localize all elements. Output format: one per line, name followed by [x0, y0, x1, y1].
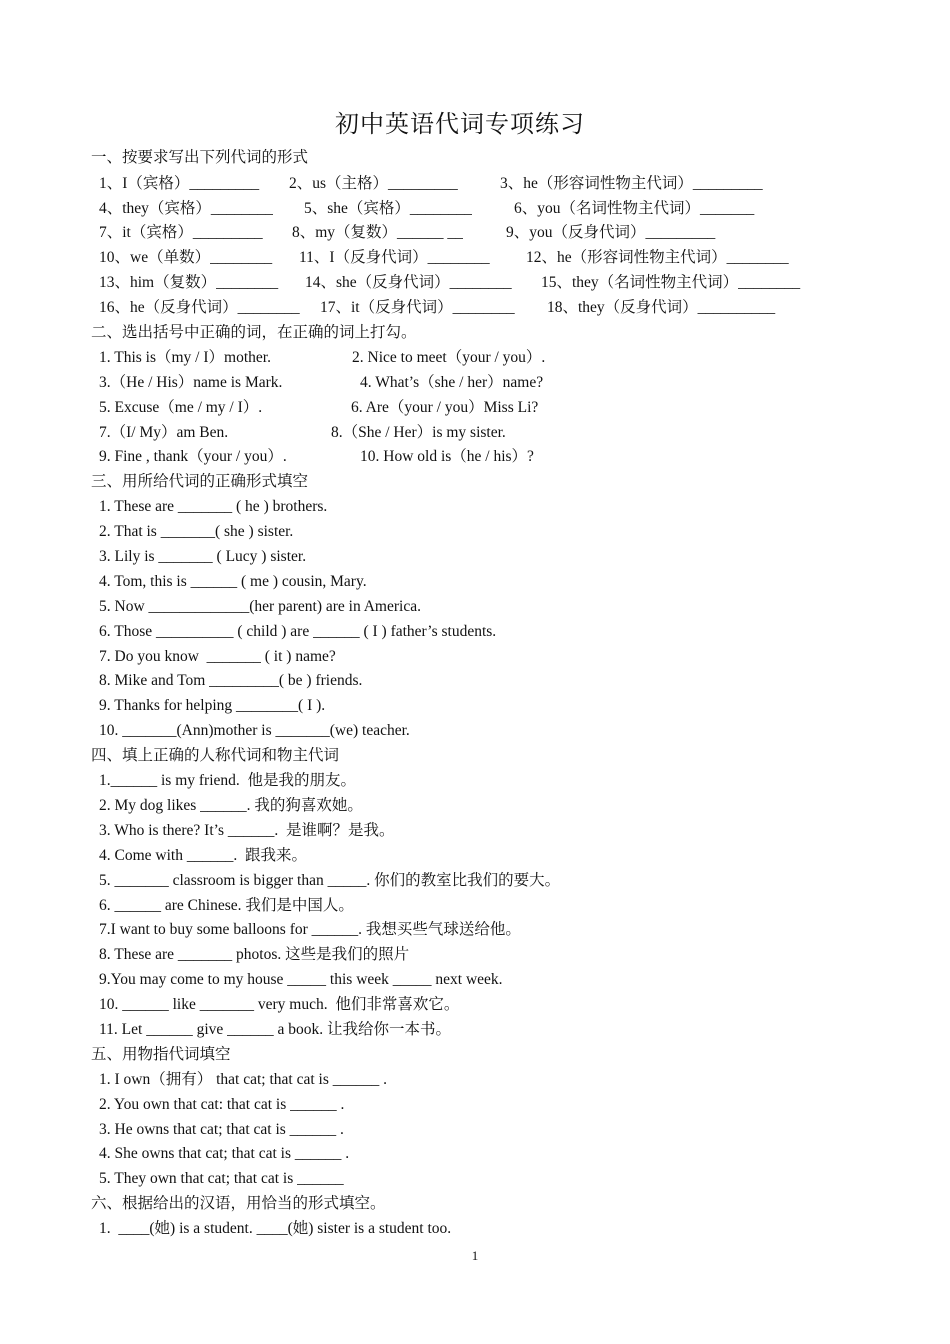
s1-row2-col1: 4、they（宾格）________ — [99, 200, 273, 217]
s1-row4-col3: 12、he（形容词性物主代词）________ — [526, 249, 789, 266]
section-4-heading: 四、填上正确的人称代词和物主代词 — [91, 747, 340, 764]
s1-row5-col2: 14、she（反身代词）________ — [305, 274, 512, 291]
s3-item: 1. These are _______ ( he ) brothers. — [99, 498, 328, 515]
s3-item: 6. Those __________ ( child ) are ______ ( I ) father’s students. — [99, 623, 497, 640]
s1-row3-col2: 8、my（复数）______ __ — [292, 224, 463, 241]
s5-item: 1. I own（拥有） that cat; that cat is ______ . — [99, 1071, 387, 1088]
s4-item: 4. Come with ______. 跟我来。 — [99, 847, 307, 864]
section-6-heading: 六、根据给出的汉语，用恰当的形式填空。 — [91, 1195, 386, 1212]
s3-item: 5. Now _____________(her parent) are in America. — [99, 598, 421, 615]
section-1-heading: 一、按要求写出下列代词的形式 — [91, 149, 309, 166]
s2-item-1: 1. This is（my / I）mother. — [99, 349, 271, 366]
s1-row3-col3: 9、you（反身代词）_________ — [506, 224, 716, 241]
s1-row2-col3: 6、you（名词性物主代词）_______ — [514, 200, 755, 217]
s3-item: 3. Lily is _______ ( Lucy ) sister. — [99, 548, 307, 565]
s1-row1-col2: 2、us（主格）_________ — [289, 175, 458, 192]
s2-item-7: 7.（I/ My）am Ben. — [99, 424, 229, 441]
s4-item: 1.______ is my friend. 他是我的朋友。 — [99, 772, 357, 789]
s4-item: 8. These are _______ photos. 这些是我们的照片 — [99, 946, 410, 963]
s3-item: 7. Do you know _______ ( it ) name? — [99, 648, 336, 665]
s2-item-10: 10. How old is（he / his）? — [360, 448, 534, 465]
s3-item: 4. Tom, this is ______ ( me ) cousin, Mary. — [99, 573, 367, 590]
page-title: 初中英语代词专项练习 — [335, 112, 585, 138]
s2-item-6: 6. Are（your / you）Miss Li? — [351, 399, 539, 416]
s1-row1-col1: 1、I（宾格）_________ — [99, 175, 260, 192]
s1-row1-col3: 3、he（形容词性物主代词）_________ — [500, 175, 763, 192]
s2-item-8: 8.（She / Her）is my sister. — [331, 424, 506, 441]
s4-item: 11. Let ______ give ______ a book. 让我给你一本书。 — [99, 1021, 452, 1038]
s3-item: 9. Thanks for helping ________( I ). — [99, 697, 326, 714]
s2-item-5: 5. Excuse（me / my / I）. — [99, 399, 263, 416]
s1-row6-col3: 18、they（反身代词）__________ — [547, 299, 776, 316]
s3-item: 10. _______(Ann)mother is _______(we) teacher. — [99, 722, 410, 739]
s3-item: 8. Mike and Tom _________( be ) friends. — [99, 672, 363, 689]
s2-item-2: 2. Nice to meet（your / you）. — [352, 349, 546, 366]
s1-row3-col1: 7、it（宾格）_________ — [99, 224, 263, 241]
s2-item-4: 4. What’s（she / her）name? — [360, 374, 544, 391]
s4-item: 2. My dog likes ______. 我的狗喜欢她。 — [99, 797, 363, 814]
s6-item: 1. ____(她) is a student. ____(她) sister is a student too. — [99, 1220, 452, 1237]
s1-row5-col1: 13、him（复数）________ — [99, 274, 279, 291]
s2-item-3: 3.（He / His）name is Mark. — [99, 374, 283, 391]
s1-row4-col2: 11、I（反身代词）________ — [299, 249, 490, 266]
section-5-heading: 五、用物指代词填空 — [91, 1046, 231, 1063]
s1-row6-col2: 17、it（反身代词）________ — [320, 299, 515, 316]
s1-row2-col2: 5、she（宾格）________ — [304, 200, 472, 217]
s1-row6-col1: 16、he（反身代词）________ — [99, 299, 300, 316]
s4-item: 9.You may come to my house _____ this week _____ next week. — [99, 971, 503, 988]
section-2-heading: 二、选出括号中正确的词，在正确的词上打勾。 — [91, 324, 417, 341]
s5-item: 3. He owns that cat; that cat is ______ . — [99, 1121, 344, 1138]
s4-item: 7.I want to buy some balloons for ______. 我想买些气球送给他。 — [99, 921, 521, 938]
s4-item: 3. Who is there? It’s ______. 是谁啊？是我。 — [99, 822, 395, 839]
s4-item: 6. ______ are Chinese. 我们是中国人。 — [99, 897, 354, 914]
section-3-heading: 三、用所给代词的正确形式填空 — [91, 473, 309, 490]
s1-row4-col1: 10、we（单数）________ — [99, 249, 273, 266]
s5-item: 4. She owns that cat; that cat is ______ . — [99, 1145, 350, 1162]
page-number: 1 — [471, 1248, 479, 1263]
s2-item-9: 9. Fine , thank（your / you）. — [99, 448, 287, 465]
s5-item: 5. They own that cat; that cat is ______ — [99, 1170, 344, 1187]
s4-item: 10. ______ like _______ very much. 他们非常喜欢它。 — [99, 996, 460, 1013]
s3-item: 2. That is _______( she ) sister. — [99, 523, 294, 540]
s4-item: 5. _______ classroom is bigger than _____. 你们的教室比我们的要大。 — [99, 872, 561, 889]
s5-item: 2. You own that cat: that cat is ______ . — [99, 1096, 345, 1113]
s1-row5-col3: 15、they（名词性物主代词）________ — [541, 274, 801, 291]
